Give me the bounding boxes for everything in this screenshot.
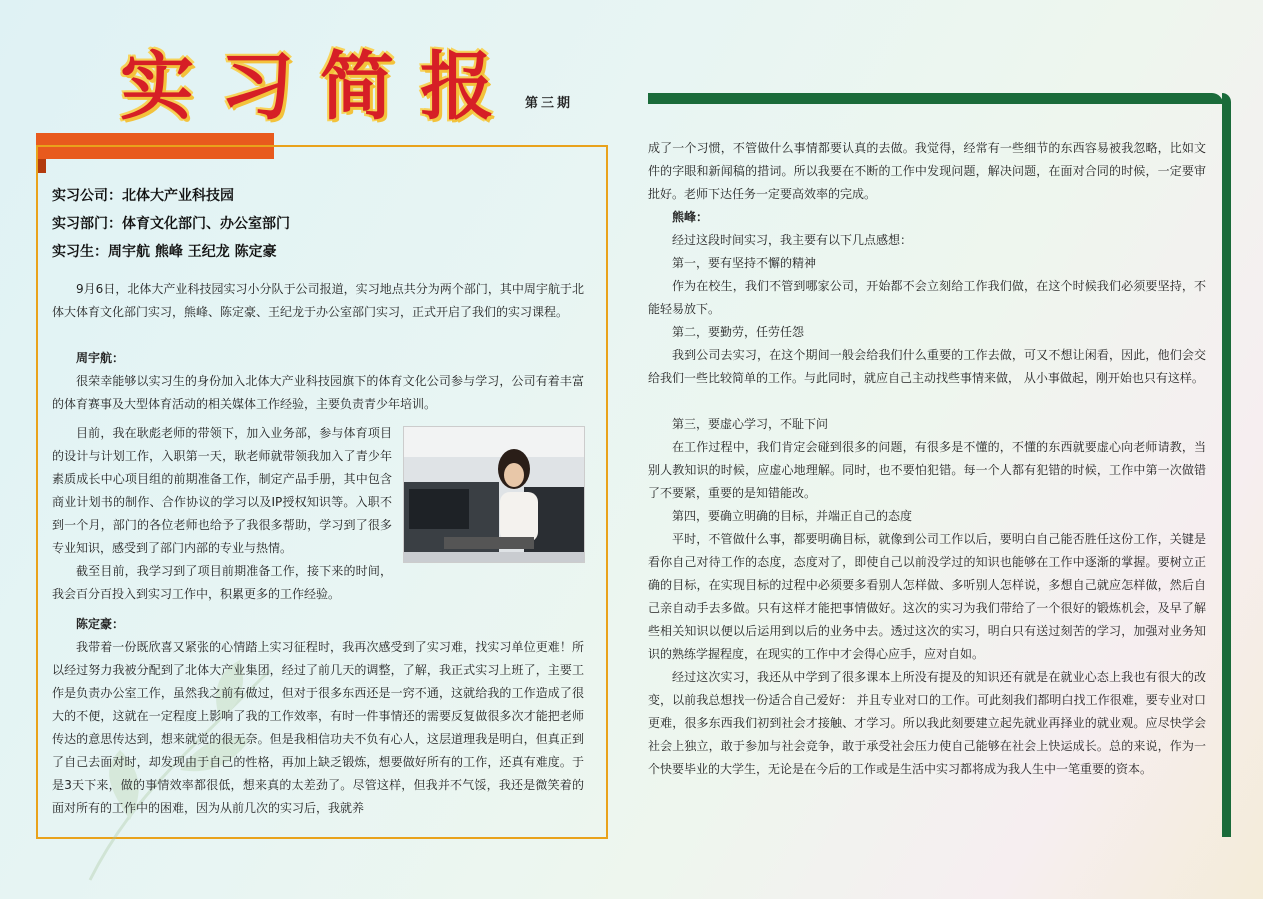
point-heading-4: 第四，要确立明确的目标，并端正自己的态度 <box>672 509 913 523</box>
author-name-chen: 陈定豪： <box>76 617 125 631</box>
point-heading-2: 第二，要勤劳，任劳任怨 <box>672 325 805 339</box>
newsletter-title: 实习简报 <box>120 44 520 130</box>
author-name-xiong: 熊峰： <box>672 210 709 224</box>
author-name-zhou: 周宇航： <box>76 351 125 365</box>
chen-paragraph-1: 我带着一份既欣喜又紧张的心情踏上实习征程时，我再次感受到了实习难，找实习单位更难！所以经过努力我被分配到了北体大产业集团，经过了前几天的调整，了解，我正式实习上班了，主要工作是负责办公室工作，虽然我之前有做过，但对于很多东西还是一窍不通，这就给我的工作造成了很大的不便，这就在一定程度上影响了我的工作效率，有时一件事情还的需要反复做很多次才能把老师传达的意思传达到，想来就觉的很无奈。但是我相信功夫不负有心人，这层道理我是明白，但真正到了自己去面对时，却发现由于自己的性格，再加上缺乏锻炼，想要做好所有的工作，还真有难度。于是3天下来，做的事情效率都很低，想来真的太差劲了。尽管这样，但我并不气馁，我还是微笑着的面对所有的工作中的困难，因为从前几次的实习后，我就养 <box>52 640 584 815</box>
intro-paragraph: 9月6日，北体大产业科技园实习小分队于公司报道，实习地点共分为两个部门，其中周宇航于北体大体育文化部门实习，熊峰、陈定豪、王纪龙于办公室部门实习，正式开启了我们的实习课程。 <box>52 282 584 319</box>
issue-number: 第三期 <box>525 96 574 111</box>
zhou-paragraph-2: 目前，我在耿彪老师的带领下，加入业务部，参与体育项目的设计与计划工作，入职第一天，耿老师就带领我加入了青少年素质成长中心项目组的前期准备工作，制定产品手册，其中包含商业计划书的制作、合作协议的学习以及IP授权知识等。入职不到一个月，部门的各位老师也给予了我很多帮助，学习到了很多专业知识，感受到了部门内部的专业与热情。 <box>52 426 392 555</box>
department-line: 实习部门：体育文化部门、办公室部门 <box>52 216 290 232</box>
right-side-bar <box>1222 93 1231 837</box>
point-heading-1: 第一，要有坚持不懈的精神 <box>672 256 817 270</box>
point-paragraph-2: 我到公司去实习，在这个期间一般会给我们什么重要的工作去做，可又不想让闲看，因此，他们会交给我们一些比较简单的工作。与此同时，就应自己主动找些事情来做， 从小事做起，刚开始也只有这样。 <box>648 348 1206 385</box>
point-paragraph-4: 平时，不管做什么事，都要明确目标，就像到公司工作以后，要明白自己能否胜任这份工作，关键是看你自己对待工作的态度，态度对了，即使自己以前没学过的知识也能够在工作中逐渐的掌握。要树立正确的目标，在实现目标的过程中必须要多看别人怎样做、多听别人怎样说，多想自己就应怎样做，然后自己亲自动手去多做。只有这样才能把事情做好。这次的实习为我们带给了一个很好的锻炼机会，及早了解些相关知识以便以后运用到以后的业务中去。透过这次的实习，明白只有送过刻苦的学习，加强对业务知识的熟练学握程度，在现实的工作中才会得心应手，应对自如。 <box>648 532 1206 661</box>
interns-line: 实习生：周宇航 熊峰 王纪龙 陈定豪 <box>52 244 277 260</box>
point-paragraph-1: 作为在校生，我们不管到哪家公司，开始都不会立刻给工作我们做，在这个时候我们必须要坚持，不能轻易放下。 <box>648 279 1206 316</box>
point-paragraph-3: 在工作过程中，我们肯定会碰到很多的问题，有很多是不懂的，不懂的东西就要虚心向老师请教，当别人教知识的时候，应虚心地理解。同时，也不要怕犯错。每一个人都有犯错的时候，工作中第一次做错了不要紧，重要的是知错能改。 <box>648 440 1206 500</box>
zhou-paragraph-3: 截至目前，我学习到了项目前期准备工作，接下来的时间，我会百分百投入到实习工作中，积累更多的工作经验。 <box>52 564 392 601</box>
right-top-bar <box>648 93 1223 104</box>
zhou-paragraph-1: 很荣幸能够以实习生的身份加入北体大产业科技园旗下的体育文化公司参与学习，公司有着丰富的体育赛事及大型体育活动的相关媒体工作经验，主要负责青少年培训。 <box>52 374 584 411</box>
chen-continued-paragraph: 成了一个习惯，不管做什么事情都要认真的去做。我觉得，经常有一些细节的东西容易被我忽略，比如文件的字眼和新闻稿的措词。所以我要在不断的工作中发现问题，解决问题，在面对合同的时候，一定要审批好。老师下达任务一定要高效率的完成。 <box>648 141 1206 201</box>
closing-paragraph: 经过这次实习，我还从中学到了很多课本上所没有提及的知识还有就是在就业心态上我也有很大的改变，以前我总想找一份适合自己爱好： 并且专业对口的工作。可此刻我们都明白找工作很难，要专业对口更难，很多东西我们初到社会才接触、才学习。所以我此刻要建立起先就业再择业的就业观。应尽快学会社会上独立，敢于参加与社会竞争，敢于承受社会压力使自己能够在社会上快运成长。总的来说，作为一个快要毕业的大学生，无论是在今后的工作或是生活中实习都将成为我人生中一笔重要的资本。 <box>648 670 1206 776</box>
xiong-intro: 经过这段时间实习，我主要有以下几点感想： <box>672 233 913 247</box>
company-line: 实习公司：北体大产业科技园 <box>52 188 234 204</box>
point-heading-3: 第三，要虚心学习，不耻下问 <box>672 417 829 431</box>
intern-photo <box>403 426 585 563</box>
